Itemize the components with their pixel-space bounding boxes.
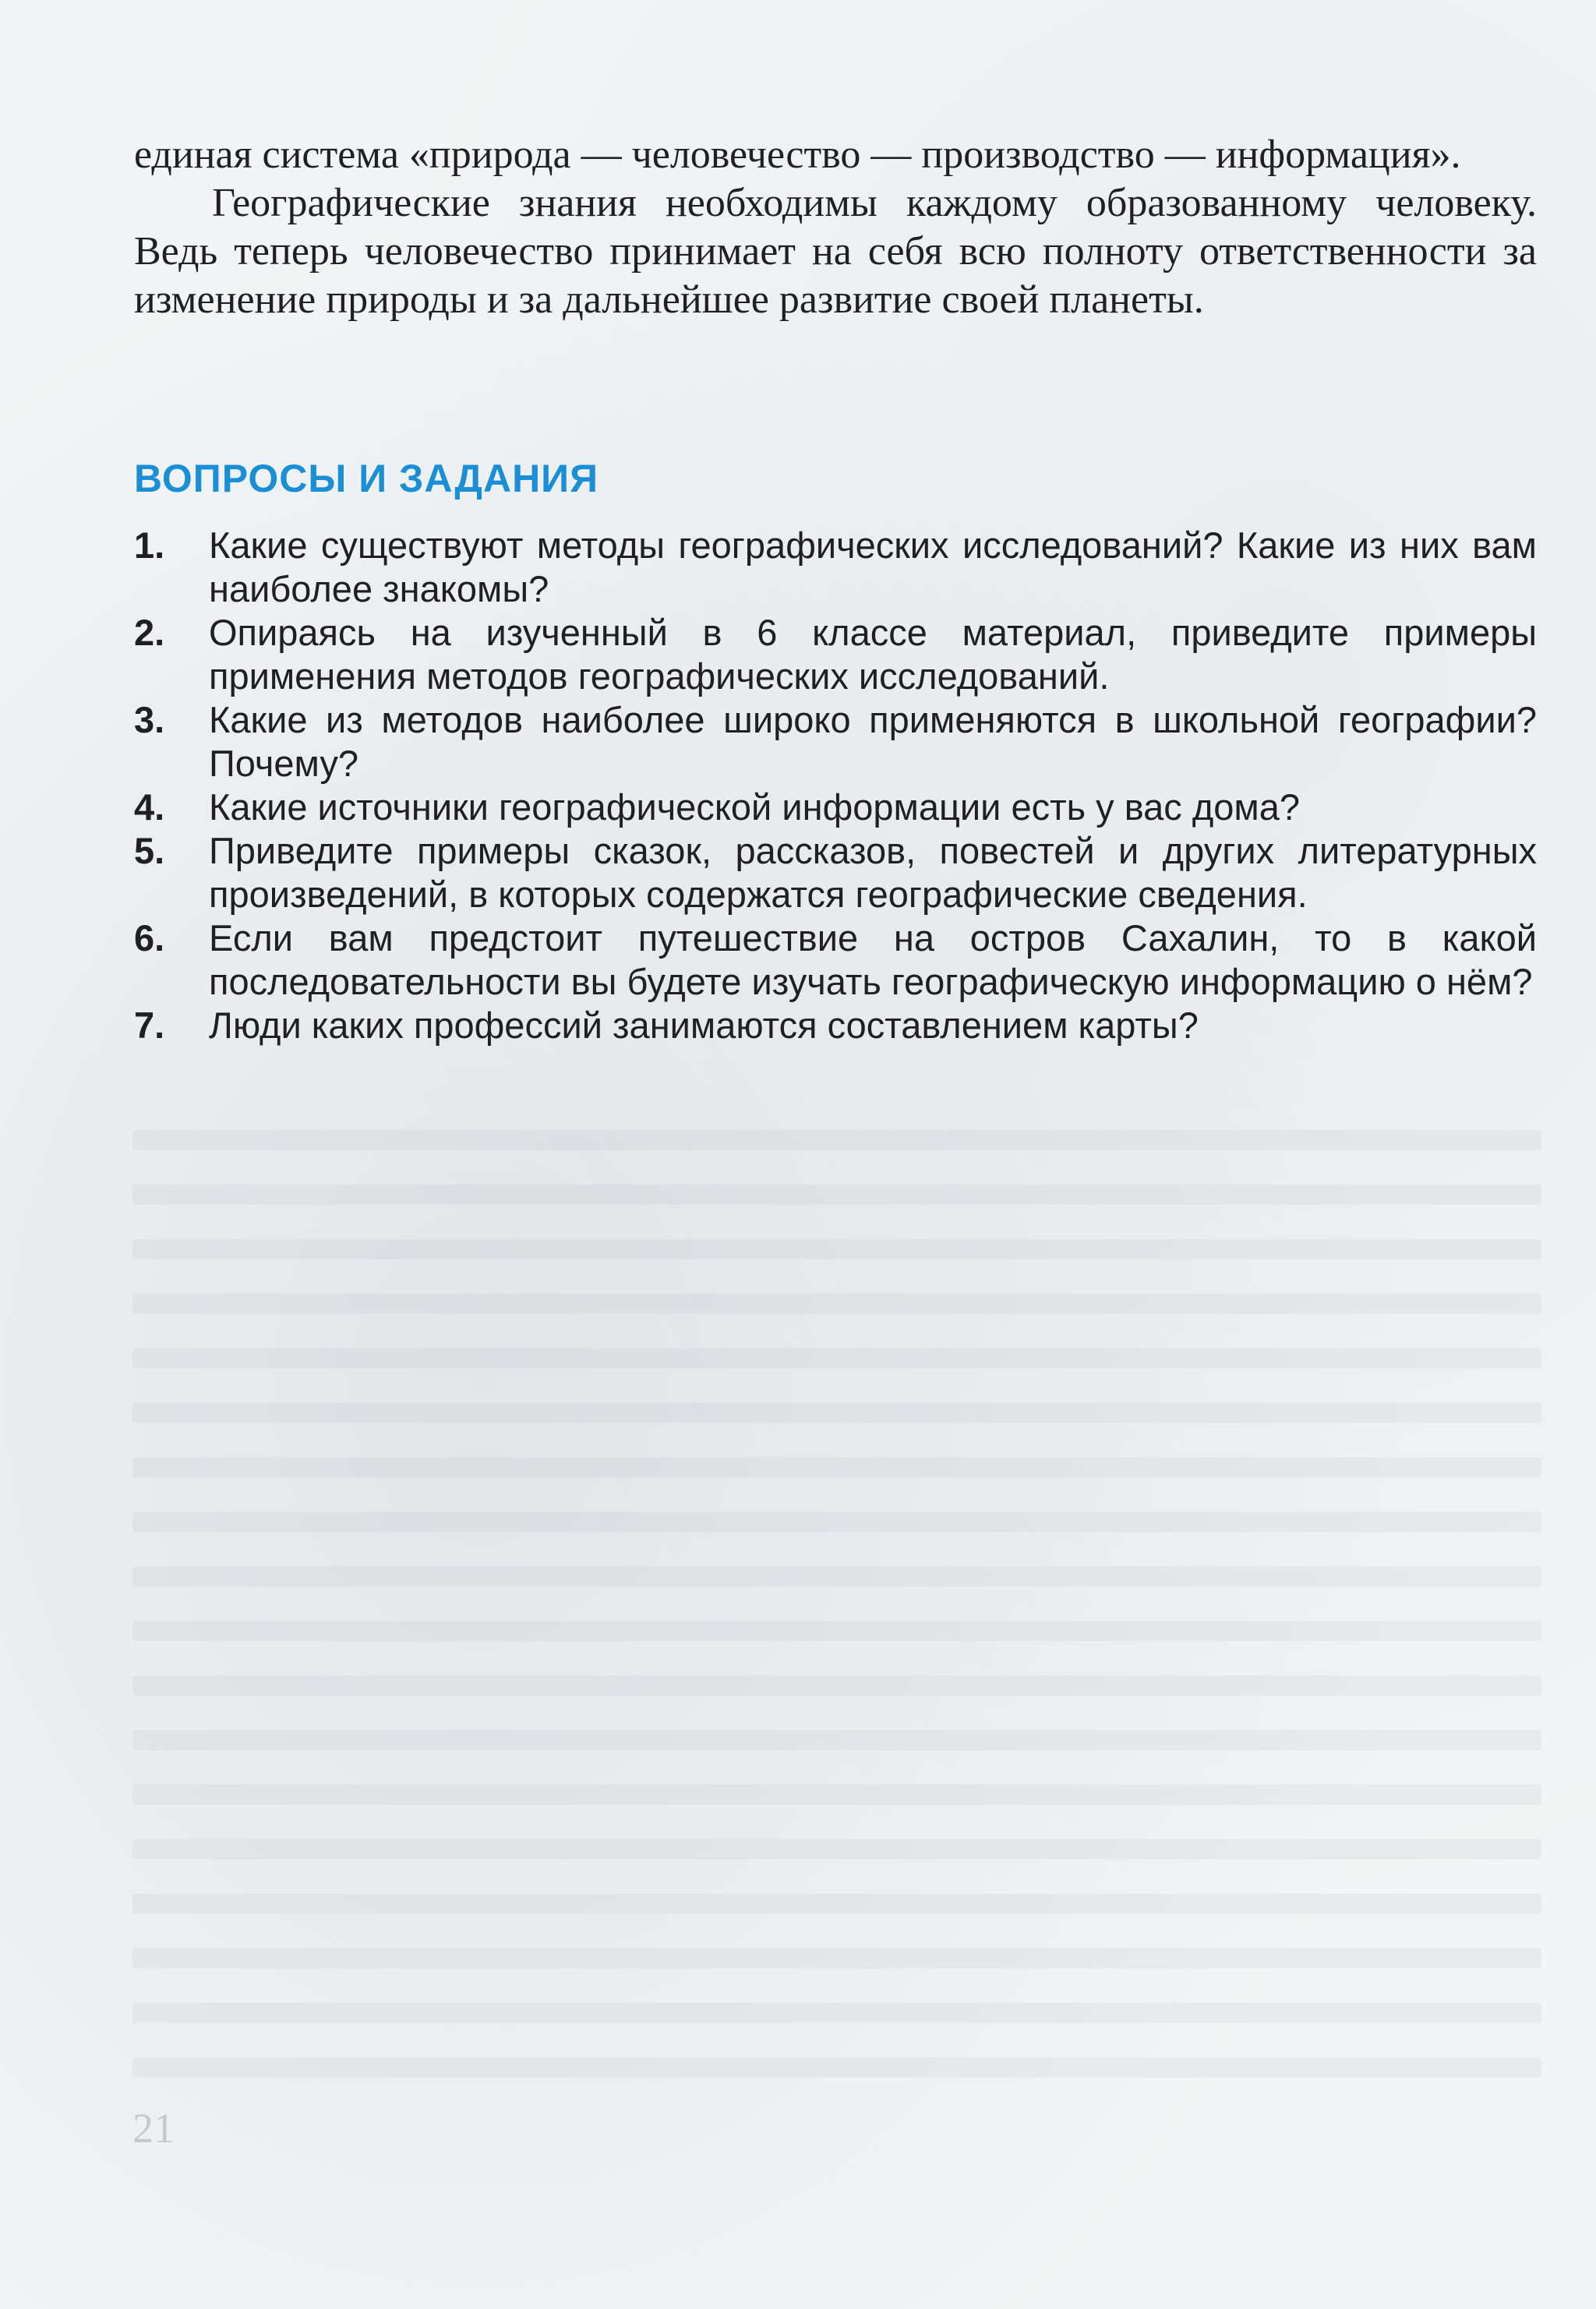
question-number: 2. <box>134 612 165 653</box>
intro-paragraph-2: Географические знания необходимы каждому образованному человеку. Ведь теперь человечество принимает на себя всю полноту ответственности за изменение природы и за дальнейшее развитие своей планеты. <box>134 181 1537 322</box>
show-through-line <box>132 1239 1541 1259</box>
questions-list <box>134 524 1537 1047</box>
question-text: Какие источники географической информации есть у вас дома? <box>209 786 1301 828</box>
question-text: Какие существуют методы географических исследований? Какие из них вам наиболее знакомы? <box>209 524 1537 609</box>
show-through-line <box>132 1785 1541 1805</box>
question-item <box>134 916 1537 1004</box>
show-through-line <box>132 1294 1541 1314</box>
show-through-line <box>132 1185 1541 1205</box>
show-through-line <box>132 1512 1541 1532</box>
show-through-line <box>132 1621 1541 1641</box>
question-number: 4. <box>134 786 165 828</box>
show-through-line <box>132 1403 1541 1423</box>
question-number: 7. <box>134 1004 165 1046</box>
show-through-line <box>132 1948 1541 1968</box>
show-through-line <box>132 2003 1541 2023</box>
intro-paragraph-1: единая система «природа — человечество — производство — информация». <box>134 132 1461 177</box>
show-through-line <box>132 1894 1541 1914</box>
show-through-line <box>132 1675 1541 1696</box>
question-number: 3. <box>134 699 165 740</box>
show-through-line <box>132 1730 1541 1750</box>
question-item <box>134 698 1537 786</box>
question-item <box>134 611 1537 698</box>
question-item <box>134 786 1537 829</box>
question-number: 5. <box>134 830 165 871</box>
section-heading: ВОПРОСЫ И ЗАДАНИЯ <box>134 457 599 500</box>
question-number: 6. <box>134 917 165 959</box>
show-through-line <box>132 1566 1541 1587</box>
question-text: Приведите примеры сказок, рассказов, повестей и других литературных произведений, в которых содержатся географические сведения. <box>209 830 1537 915</box>
question-item <box>134 1004 1537 1047</box>
show-through-line <box>132 1457 1541 1478</box>
question-item <box>134 829 1537 916</box>
show-through-line <box>132 1130 1541 1150</box>
page-number: 21 <box>132 2105 175 2152</box>
question-text: Какие из методов наиболее широко применяются в школьной географии? Почему? <box>209 699 1537 784</box>
show-through-line <box>132 1839 1541 1859</box>
show-through-line <box>132 1348 1541 1368</box>
question-number: 1. <box>134 524 165 566</box>
question-item <box>134 524 1537 611</box>
question-text: Если вам предстоит путешествие на остров Сахалин, то в какой последовательности вы будете изучать географическую информацию о нём? <box>209 917 1537 1002</box>
intro-text <box>134 131 1537 324</box>
question-text: Опираясь на изученный в 6 классе материал, приведите примеры применения методов географических исследований. <box>209 612 1537 697</box>
show-through-line <box>132 2057 1541 2078</box>
question-text: Люди каких профессий занимаются составлением карты? <box>209 1004 1199 1046</box>
